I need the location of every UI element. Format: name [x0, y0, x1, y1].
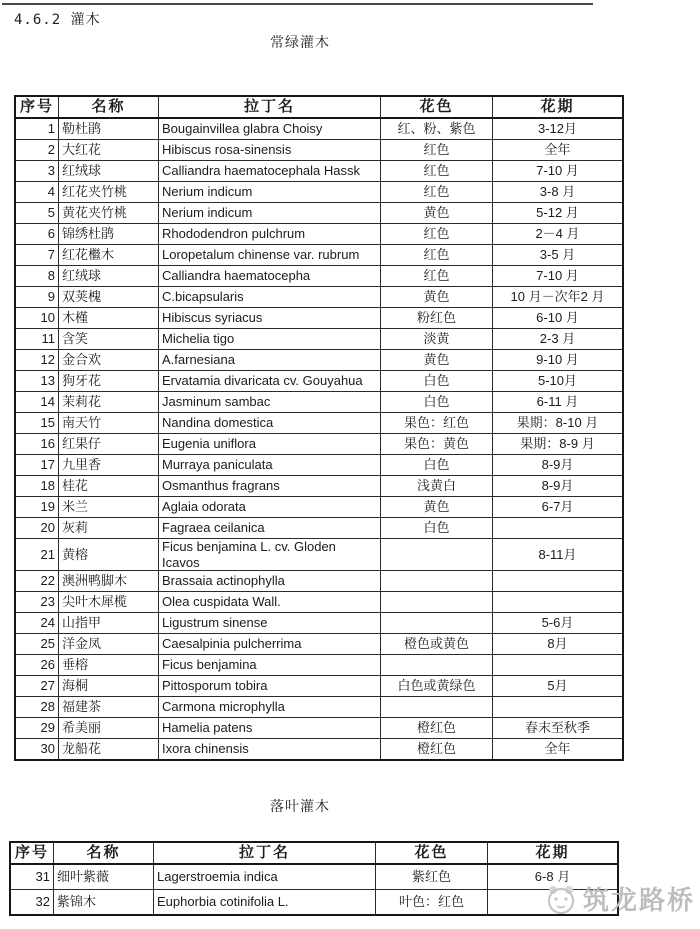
cell-latin: Lagerstroemia indica — [154, 864, 376, 890]
cell-name: 茉莉花 — [59, 392, 159, 413]
cell-no: 5 — [15, 203, 59, 224]
cell-color — [381, 613, 493, 634]
cell-latin: Ervatamia divaricata cv. Gouyahua — [159, 371, 381, 392]
table-row — [15, 455, 623, 476]
cell-period: 6-7月 — [493, 497, 624, 518]
cell-period: 8月 — [493, 634, 624, 655]
table-row — [15, 287, 623, 308]
cell-name: 洋金凤 — [59, 634, 159, 655]
cell-period — [493, 518, 624, 539]
cell-latin: Ficus benjamina — [159, 655, 381, 676]
table-row — [15, 497, 623, 518]
cell-no: 32 — [10, 890, 54, 916]
cell-color — [381, 655, 493, 676]
cell-latin: Calliandra haematocepha — [159, 266, 381, 287]
cell-period — [493, 697, 624, 718]
cell-latin: Hibiscus syriacus — [159, 308, 381, 329]
cell-name: 龙船花 — [59, 739, 159, 761]
cell-period: 6-10 月 — [493, 308, 624, 329]
cell-no: 23 — [15, 592, 59, 613]
cell-color: 红色 — [381, 161, 493, 182]
cell-latin: Caesalpinia pulcherrima — [159, 634, 381, 655]
table-row — [15, 613, 623, 634]
cell-no: 29 — [15, 718, 59, 739]
cell-no: 16 — [15, 434, 59, 455]
table-row — [15, 203, 623, 224]
cell-color: 黄色 — [381, 203, 493, 224]
table-row — [15, 697, 623, 718]
cell-period: 6-11 月 — [493, 392, 624, 413]
table-row — [15, 434, 623, 455]
cell-latin: C.bicapsularis — [159, 287, 381, 308]
column-header-color: 花色 — [376, 842, 488, 864]
cell-color: 果色：黄色 — [381, 434, 493, 455]
table-row — [10, 864, 618, 890]
cell-period: 8-11月 — [493, 539, 624, 571]
cell-no: 21 — [15, 539, 59, 571]
cell-color: 红色 — [381, 224, 493, 245]
cell-latin: Euphorbia cotinifolia L. — [154, 890, 376, 916]
cell-latin: Jasminum sambac — [159, 392, 381, 413]
cell-latin: Nerium indicum — [159, 182, 381, 203]
column-header-color: 花色 — [381, 96, 493, 118]
cell-name: 红果仔 — [59, 434, 159, 455]
cell-latin: Nerium indicum — [159, 203, 381, 224]
cell-latin: Pittosporum tobira — [159, 676, 381, 697]
cell-name: 红花夹竹桃 — [59, 182, 159, 203]
table-row — [15, 308, 623, 329]
column-header-latin: 拉丁名 — [154, 842, 376, 864]
cell-period: 5-6月 — [493, 613, 624, 634]
cell-no: 17 — [15, 455, 59, 476]
table-row — [15, 118, 623, 140]
cell-latin: Eugenia uniflora — [159, 434, 381, 455]
top-horizontal-rule — [2, 3, 593, 5]
column-header-name: 名称 — [59, 96, 159, 118]
cell-period: 3-8 月 — [493, 182, 624, 203]
cell-no: 10 — [15, 308, 59, 329]
table-row — [15, 224, 623, 245]
cell-period: 2-3 月 — [493, 329, 624, 350]
cell-color: 红色 — [381, 245, 493, 266]
cell-latin: Brassaia actinophylla — [159, 571, 381, 592]
cell-no: 18 — [15, 476, 59, 497]
watermark-text: 筑龙路桥 — [583, 885, 696, 915]
cell-name: 九里香 — [59, 455, 159, 476]
cell-color: 黄色 — [381, 350, 493, 371]
cell-no: 20 — [15, 518, 59, 539]
cell-period: 8-9月 — [493, 455, 624, 476]
cell-no: 12 — [15, 350, 59, 371]
cell-color: 白色 — [381, 455, 493, 476]
cell-color: 白色或黄绿色 — [381, 676, 493, 697]
table-row — [15, 739, 623, 761]
cell-color: 橙色或黄色 — [381, 634, 493, 655]
cell-latin: Hibiscus rosa-sinensis — [159, 140, 381, 161]
deciduous-shrubs-table — [9, 841, 619, 916]
cell-no: 15 — [15, 413, 59, 434]
cell-no: 28 — [15, 697, 59, 718]
cell-color: 红色 — [381, 140, 493, 161]
cell-no: 13 — [15, 371, 59, 392]
cell-name: 狗牙花 — [59, 371, 159, 392]
deciduous-table-header — [10, 842, 618, 864]
table-row — [15, 245, 623, 266]
cell-color: 白色 — [381, 392, 493, 413]
cell-no: 19 — [15, 497, 59, 518]
cell-name: 红花檵木 — [59, 245, 159, 266]
cell-no: 8 — [15, 266, 59, 287]
cell-name: 含笑 — [59, 329, 159, 350]
table-row — [10, 890, 618, 916]
column-header-no: 序号 — [15, 96, 59, 118]
table-row — [15, 518, 623, 539]
cell-period: 6-8 月 — [488, 864, 619, 890]
cell-no: 7 — [15, 245, 59, 266]
cell-color: 浅黄白 — [381, 476, 493, 497]
cell-latin: Bougainvillea glabra Choisy — [159, 118, 381, 140]
cell-latin: Olea cuspidata Wall. — [159, 592, 381, 613]
cell-period: 果期：8-10 月 — [493, 413, 624, 434]
table-row — [15, 571, 623, 592]
cell-period — [493, 571, 624, 592]
column-header-period: 花期 — [493, 96, 624, 118]
section-heading: 4.6.2 灌木 — [14, 12, 101, 28]
cell-name: 锦绣杜鹃 — [59, 224, 159, 245]
cell-latin: Ixora chinensis — [159, 739, 381, 761]
cell-no: 9 — [15, 287, 59, 308]
table-row — [15, 634, 623, 655]
cell-period: 3-12月 — [493, 118, 624, 140]
cell-period: 2－4 月 — [493, 224, 624, 245]
evergreen-shrubs-table — [14, 95, 624, 761]
cell-color: 红色 — [381, 182, 493, 203]
table-row — [15, 266, 623, 287]
evergreen-table-title: 常绿灌木 — [270, 34, 330, 50]
cell-no: 1 — [15, 118, 59, 140]
cell-no: 22 — [15, 571, 59, 592]
cell-name: 黄花夹竹桃 — [59, 203, 159, 224]
cell-no: 6 — [15, 224, 59, 245]
cell-color — [381, 697, 493, 718]
column-header-period: 花期 — [488, 842, 619, 864]
table-row — [15, 350, 623, 371]
cell-period: 3-5 月 — [493, 245, 624, 266]
cell-name: 南天竹 — [59, 413, 159, 434]
table-row — [15, 392, 623, 413]
cell-period: 春末至秋季 — [493, 718, 624, 739]
cell-no: 11 — [15, 329, 59, 350]
cell-color: 黄色 — [381, 287, 493, 308]
deciduous-table-body — [10, 864, 618, 915]
column-header-latin: 拉丁名 — [159, 96, 381, 118]
watermark-panda-logo-icon — [543, 881, 579, 917]
cell-name: 红绒球 — [59, 266, 159, 287]
cell-color: 黄色 — [381, 497, 493, 518]
header-row — [10, 842, 618, 864]
header-row — [15, 96, 623, 118]
cell-color — [381, 539, 493, 571]
table-row — [15, 182, 623, 203]
evergreen-table-body — [15, 118, 623, 760]
cell-name: 细叶紫薇 — [54, 864, 154, 890]
cell-color — [381, 571, 493, 592]
cell-name: 双荚槐 — [59, 287, 159, 308]
cell-color: 白色 — [381, 518, 493, 539]
watermark — [543, 880, 695, 917]
cell-color: 淡黄 — [381, 329, 493, 350]
cell-no: 14 — [15, 392, 59, 413]
cell-latin: Carmona microphylla — [159, 697, 381, 718]
cell-latin: Fagraea ceilanica — [159, 518, 381, 539]
cell-name: 垂榕 — [59, 655, 159, 676]
cell-color: 白色 — [381, 371, 493, 392]
cell-name: 木槿 — [59, 308, 159, 329]
cell-period: 5-10月 — [493, 371, 624, 392]
deciduous-table-title: 落叶灌木 — [270, 798, 330, 814]
cell-name: 尖叶木犀榄 — [59, 592, 159, 613]
cell-name: 灰莉 — [59, 518, 159, 539]
table-row — [15, 718, 623, 739]
table-row — [15, 592, 623, 613]
cell-no: 27 — [15, 676, 59, 697]
cell-name: 福建茶 — [59, 697, 159, 718]
cell-name: 米兰 — [59, 497, 159, 518]
cell-latin: Nandina domestica — [159, 413, 381, 434]
cell-name: 勒杜鹃 — [59, 118, 159, 140]
cell-latin: Murraya paniculata — [159, 455, 381, 476]
cell-period: 全年 — [493, 140, 624, 161]
cell-latin: Ficus benjamina L. cv. Gloden Icavos — [159, 539, 381, 571]
cell-latin: Osmanthus fragrans — [159, 476, 381, 497]
cell-latin: Hamelia patens — [159, 718, 381, 739]
cell-color — [381, 592, 493, 613]
table-row — [15, 329, 623, 350]
table-row — [15, 676, 623, 697]
cell-period — [493, 592, 624, 613]
cell-no: 26 — [15, 655, 59, 676]
cell-period: 5-12 月 — [493, 203, 624, 224]
table-row — [15, 140, 623, 161]
table-row — [15, 539, 623, 571]
cell-no: 24 — [15, 613, 59, 634]
cell-latin: Aglaia odorata — [159, 497, 381, 518]
cell-period: 全年 — [493, 739, 624, 761]
cell-no: 3 — [15, 161, 59, 182]
cell-name: 海桐 — [59, 676, 159, 697]
cell-name: 大红花 — [59, 140, 159, 161]
cell-period: 8-9月 — [493, 476, 624, 497]
cell-name: 山指甲 — [59, 613, 159, 634]
column-header-no: 序号 — [10, 842, 54, 864]
cell-period: 9-10 月 — [493, 350, 624, 371]
cell-name: 黄榕 — [59, 539, 159, 571]
cell-name: 希美丽 — [59, 718, 159, 739]
evergreen-table-header — [15, 96, 623, 118]
cell-name: 红绒球 — [59, 161, 159, 182]
cell-color: 叶色：红色 — [376, 890, 488, 916]
cell-color: 橙红色 — [381, 718, 493, 739]
cell-name: 澳洲鸭脚木 — [59, 571, 159, 592]
cell-period: 7-10 月 — [493, 266, 624, 287]
cell-name: 紫锦木 — [54, 890, 154, 916]
cell-no: 30 — [15, 739, 59, 761]
cell-period: 5月 — [493, 676, 624, 697]
cell-latin: Michelia tigo — [159, 329, 381, 350]
cell-name: 金合欢 — [59, 350, 159, 371]
cell-name: 桂花 — [59, 476, 159, 497]
cell-period: 10 月－次年2 月 — [493, 287, 624, 308]
cell-latin: Loropetalum chinense var. rubrum — [159, 245, 381, 266]
table-row — [15, 655, 623, 676]
cell-no: 31 — [10, 864, 54, 890]
cell-latin: A.farnesiana — [159, 350, 381, 371]
cell-latin: Calliandra haematocephala Hassk — [159, 161, 381, 182]
cell-color: 红色 — [381, 266, 493, 287]
column-header-name: 名称 — [54, 842, 154, 864]
cell-latin: Ligustrum sinense — [159, 613, 381, 634]
table-row — [15, 413, 623, 434]
cell-no: 4 — [15, 182, 59, 203]
table-row — [15, 161, 623, 182]
cell-period: 7-10 月 — [493, 161, 624, 182]
cell-period — [493, 655, 624, 676]
cell-color: 红、粉、紫色 — [381, 118, 493, 140]
table-row — [15, 371, 623, 392]
cell-latin: Rhododendron pulchrum — [159, 224, 381, 245]
cell-no: 25 — [15, 634, 59, 655]
cell-period: 果期：8-9 月 — [493, 434, 624, 455]
cell-color: 紫红色 — [376, 864, 488, 890]
cell-color: 粉红色 — [381, 308, 493, 329]
table-row — [15, 476, 623, 497]
cell-color: 果色：红色 — [381, 413, 493, 434]
cell-no: 2 — [15, 140, 59, 161]
cell-color: 橙红色 — [381, 739, 493, 761]
